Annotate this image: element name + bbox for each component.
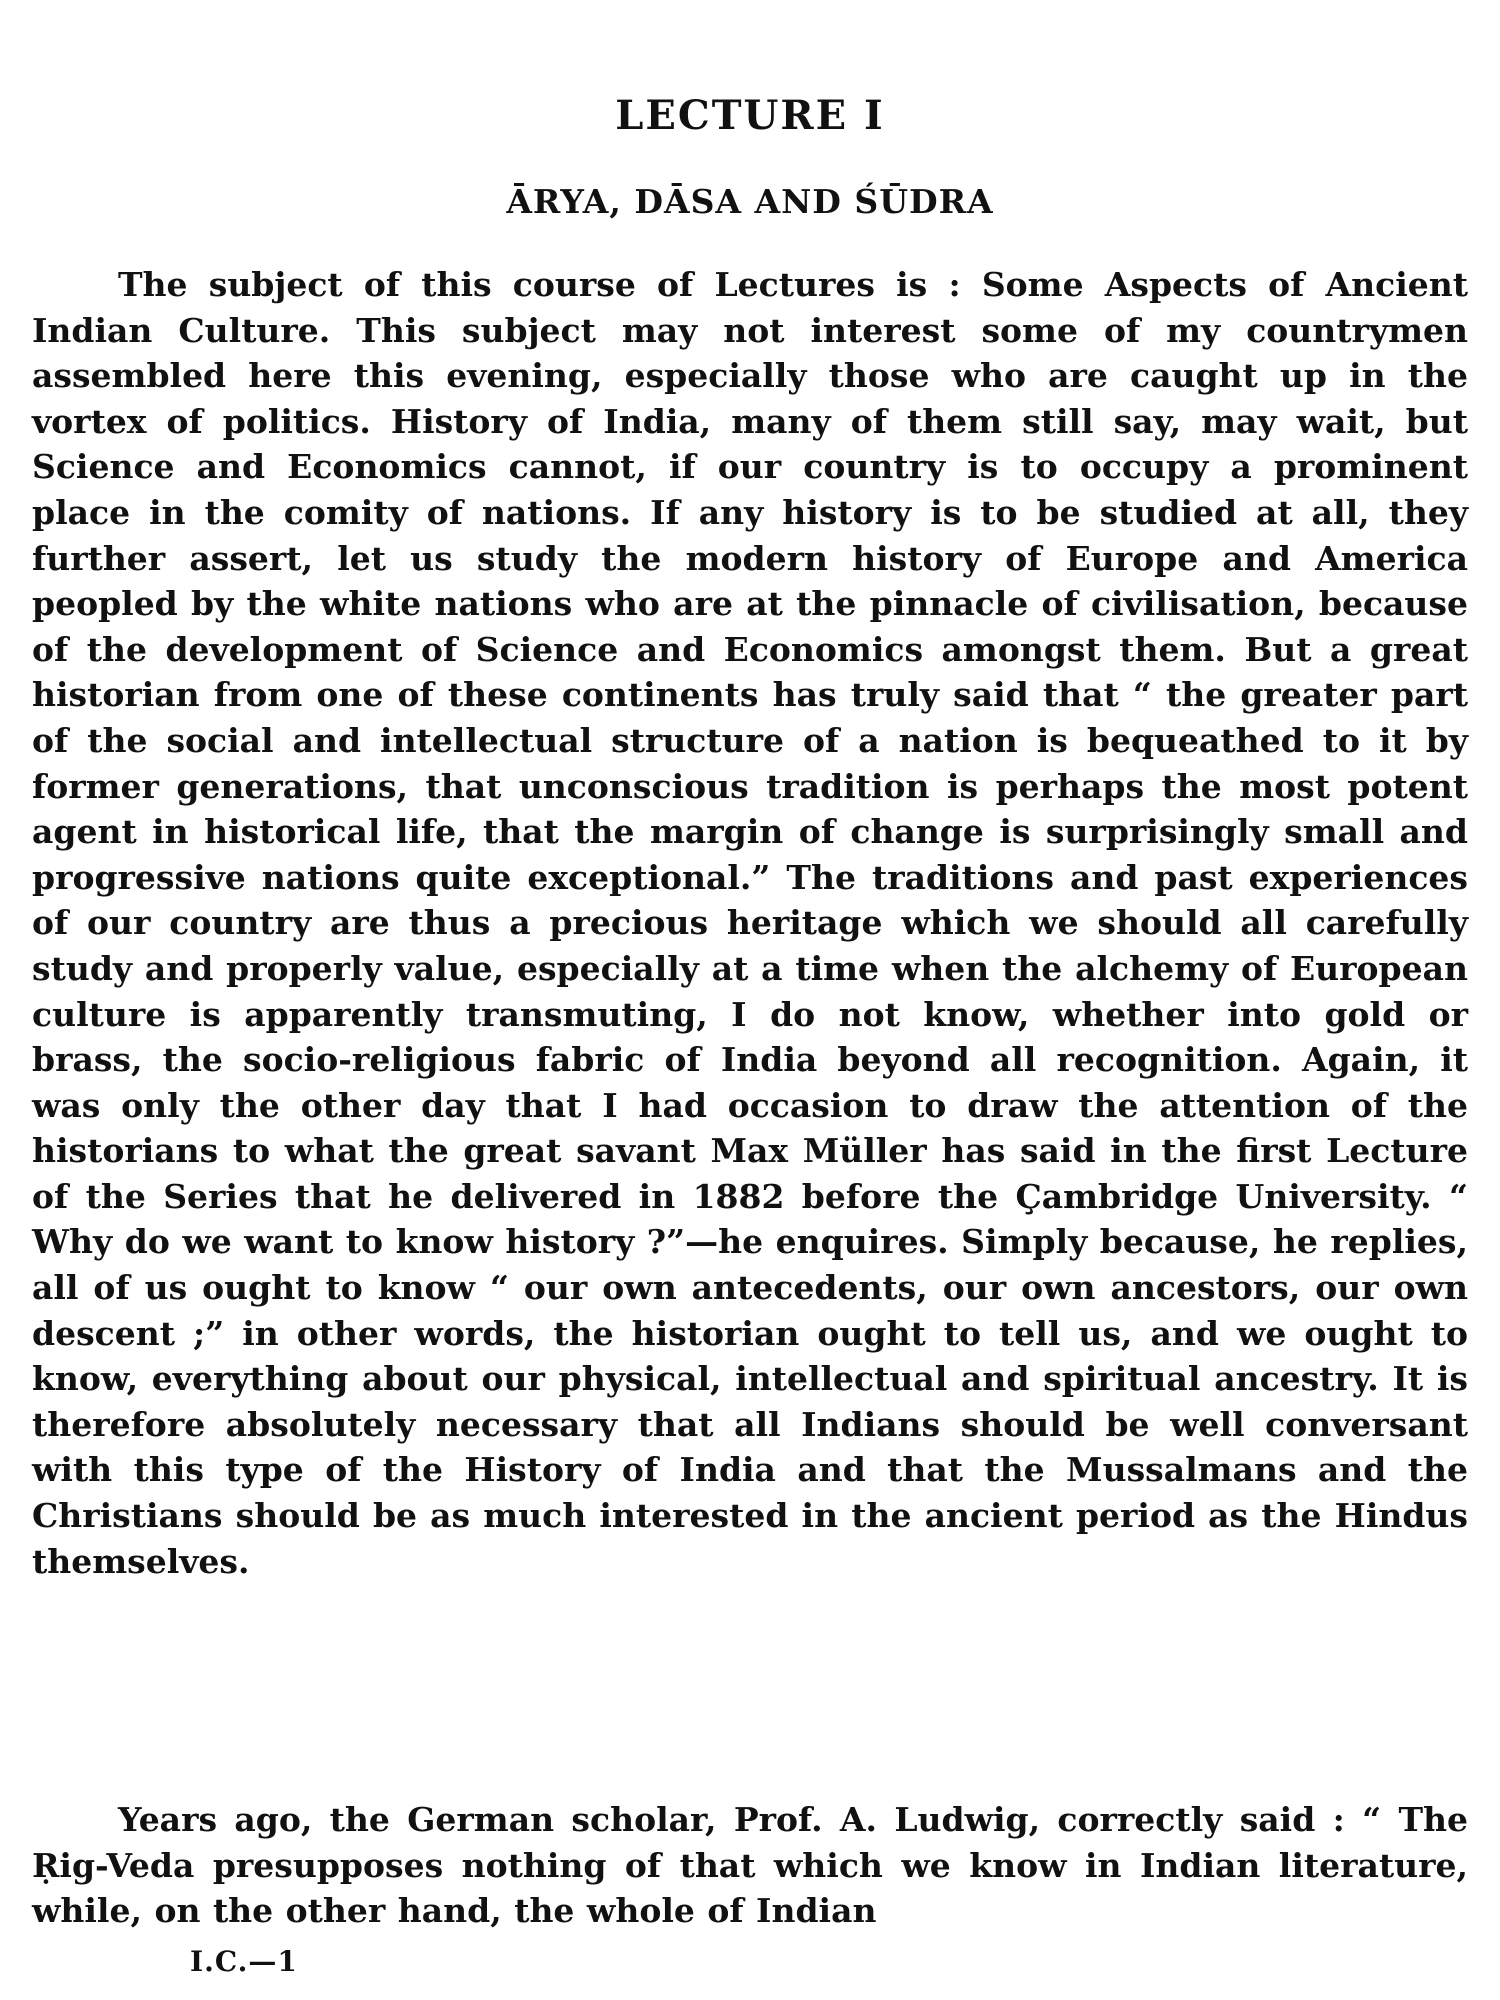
body-paragraph-2: Years ago, the German scholar, Prof. A. Ludwig, correctly said : “ The Ṛig-Veda presupposes nothing of that which we know in Indian literature, while, on the other hand, the whole of Indian (32, 1800, 1468, 1931)
chapter-title: ĀRYA, DĀSA AND ŚŪDRA (506, 182, 994, 221)
signature-mark: I.C.—1 (190, 1945, 298, 1978)
body-paragraph-1: The subject of this course of Lectures is : Some Aspects of Ancient Indian Culture. This subject may not interest some of my countrymen assembled here this evening, especially those who are caught up in the vortex of politics. History of India, many of them still say, may wait, but Science and Economics cannot, if our country is to occupy a prominent place in the comity of nations. If any history is to be studied at all, they further assert, let us study the modern history of Europe and America peopled by the white nations who are at the pinnacle of civilisation, because of the development of Science and Economics amongst them. But a great historian from one of these continents has truly said that “ the greater part of the social and intellectual structure of a nation is bequeathed to it by former generations, that unconscious tradition is perhaps the most potent agent in historical life, that the margin of change is surprisingly small and progressive nations quite exceptional.” The traditions and past experiences of our country are thus a precious heritage which we should all carefully study and properly value, especially at a time when the alchemy of European culture is apparently transmuting, I do not know, whether into gold or brass, the socio-religious fabric of India beyond all recognition. Again, it was only the other day that I had occasion to draw the attention of the historians to what the great savant Max Müller has said in the first Lecture of the Series that he delivered in 1882 before the Çambridge University. “ Why do we want to know history ?”—he enquires. Simply because, he replies, all of us ought to know “ our own antecedents, our own ancestors, our own descent ;” in other words, the historian ought to tell us, and we ought to know, everything about our physical, intellectual and spiritual ancestry. It is therefore absolutely necessary that all Indians should be well conversant with this type of the History of India and that the Mussalmans and the Christians should be as much interested in the ancient period as the Hindus themselves. (32, 265, 1468, 1581)
lecture-heading: LECTURE I (615, 92, 885, 139)
